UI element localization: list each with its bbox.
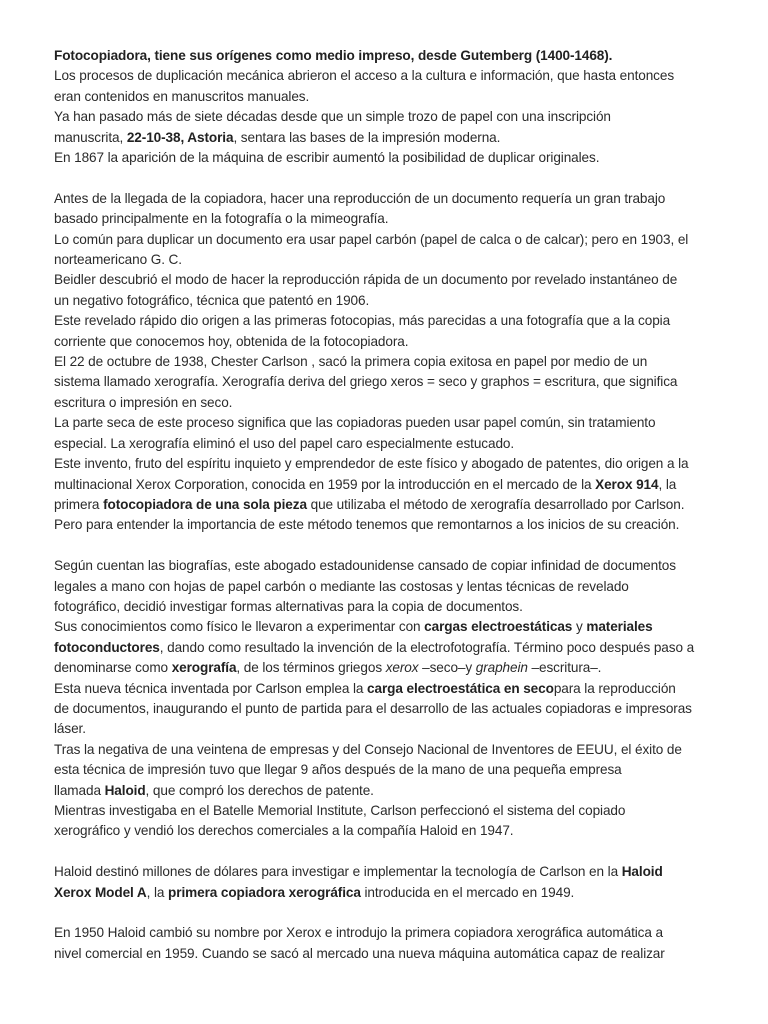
bold-xerox-model-a: Xerox Model A [54,884,147,900]
text-line [54,658,716,678]
bold-electrostatic-charges: cargas electroestáticas [424,619,573,635]
text-line: un negativo fotográfico, técnica que patentó en 1906. [54,292,370,308]
text-line: Ya han pasado más de siete décadas desde que un simple trozo de papel con una inscripción [54,109,611,125]
text-line [54,128,716,148]
text-line [54,679,716,699]
text-segment: Sus conocimientos como físico le llevaron a experimentar con [54,619,425,635]
text-line [54,475,716,495]
text-line: En 1950 Haloid cambió su nombre por Xerox e introdujo la primera copiadora xerográfica automática a [54,925,663,941]
text-line: Este invento, fruto del espíritu inquieto y emprendedor de este físico y abogado de patentes, dio origen a la [54,456,689,472]
text-line: Este revelado rápido dio origen a las primeras fotocopias, más parecidas a una fotografía que a la copia [54,313,671,329]
bold-first-xerographic-copier: primera copiadora xerográfica [168,884,361,900]
bold-single-piece-copier: fotocopiadora de una sola pieza [103,496,307,512]
text-segment: denominarse como [54,660,172,676]
text-line: nivel comercial en 1959. Cuando se sacó al mercado una nueva máquina automática capaz de realizar [54,945,665,961]
text-segment: , dando como resultado la invención de la electrofotografía. Término poco después paso a [159,639,695,655]
text-line: Antes de la llegada de la copiadora, hacer una reproducción de un documento requería un gran trabajo [54,190,666,206]
bold-photoconductors: fotoconductores [54,639,160,655]
text-line [54,781,716,801]
text-segment: –seco–y [418,660,476,676]
paragraph-history [54,189,716,536]
text-line: Tras la negativa de una veintena de empresas y del Consejo Nacional de Inventores de EEUU, el éxito de [54,741,682,757]
text-line [54,617,716,637]
paragraph-intro [54,46,716,168]
text-line [54,862,716,882]
text-segment: multinacional Xerox Corporation, conocida en 1959 por la introducción en el mercado de la [54,476,596,492]
text-segment: primera [54,496,104,512]
text-line: esta técnica de impresión tuvo que llegar 9 años después de la mano de una pequeña empresa [54,762,622,778]
text-segment: y [572,619,587,635]
paragraph-gap [54,903,716,923]
text-segment: que utilizaba el método de xerografía desarrollado por Carlson. [306,496,685,512]
text-line: sistema llamado xerografía. Xerografía deriva del griego xeros = seco y graphos = escritura, que significa [54,374,678,390]
text-line [54,883,716,903]
text-segment: , de los términos griegos [236,660,386,676]
paragraph-haloid [54,862,716,903]
text-line: Según cuentan las biografías, este abogado estadounidense cansado de copiar infinidad de documentos [54,558,676,574]
text-line: escritura o impresión en seco. [54,394,233,410]
text-segment: Esta nueva técnica inventada por Carlson emplea la [54,680,368,696]
bold-haloid: Haloid [104,782,146,798]
text-line: Lo común para duplicar un documento era usar papel carbón (papel de calca o de calcar); pero en 1903, el [54,231,689,247]
text-segment: –escritura–. [527,660,602,676]
text-line: eran contenidos en manuscritos manuales. [54,88,310,104]
text-segment: , la [146,884,169,900]
text-segment: , sentara las bases de la impresión moderna. [233,129,501,145]
text-line: basado principalmente en la fotografía o la mimeografía. [54,211,389,227]
text-line: El 22 de octubre de 1938, Chester Carlson , sacó la primera copia exitosa en papel por medio de un [54,354,648,370]
text-line: de documentos, inaugurando el punto de partida para el desarrollo de las actuales copiadoras e impresoras [54,700,692,716]
text-line: xerográfico y vendió los derechos comerciales a la compañía Haloid en 1947. [54,823,514,839]
text-line: La parte seca de este proceso significa que las copiadoras pueden usar papel común, sin tratamiento [54,415,656,431]
text-line: norteamericano G. C. [54,252,182,268]
text-line: Pero para entender la importancia de este método tenemos que remontarnos a los inicios de su creación. [54,517,680,533]
text-segment: , la [658,476,677,492]
text-line: legales a mano con hojas de papel carbón o mediante las costosas y lentas técnicas de revelado [54,578,629,594]
text-segment: llamada [54,782,105,798]
document-body [54,46,716,964]
text-line: corriente que conocemos hoy, obtenida de la fotocopiadora. [54,333,409,349]
bold-xerox-914: Xerox 914 [595,476,659,492]
italic-graphein: graphein [475,660,528,676]
paragraph-gap [54,842,716,862]
text-line [54,638,716,658]
bold-materials: materiales [586,619,653,635]
text-line: especial. La xerografía eliminó el uso del papel caro especialmente estucado. [54,435,515,451]
bold-xerography: xerografía [171,660,237,676]
text-segment: , que compró los derechos de patente. [145,782,374,798]
text-line: Beidler descubrió el modo de hacer la reproducción rápida de un documento por revelado instantáneo de [54,272,678,288]
intro-heading: Fotocopiadora, tiene sus orígenes como medio impreso, desde Gutemberg (1400-1468). [54,48,613,63]
text-line: Los procesos de duplicación mecánica abrieron el acceso a la cultura e información, que hasta entonces [54,68,675,84]
text-line: En 1867 la aparición de la máquina de escribir aumentó la posibilidad de duplicar originales. [54,150,600,166]
paragraph-gap [54,536,716,556]
paragraph-gap [54,168,716,188]
paragraph-xerox [54,923,716,964]
text-segment: para la reproducción [553,680,676,696]
text-segment: Haloid destinó millones de dólares para investigar e implementar la tecnología de Carlson en la [54,864,622,880]
italic-xerox: xerox [385,660,419,676]
text-segment: manuscrita, [54,129,127,145]
bold-date-astoria: 22-10-38, Astoria [126,129,234,145]
paragraph-carlson [54,556,716,842]
text-line: láser. [54,721,86,737]
bold-haloid: Haloid [621,864,663,880]
text-line: fotográfico, decidió investigar formas alternativas para la copia de documentos. [54,598,523,614]
text-segment: introducida en el mercado en 1949. [360,884,575,900]
text-line: Mientras investigaba en el Batelle Memorial Institute, Carlson perfeccionó el sistema del copiado [54,803,626,818]
bold-dry-electrostatic-charge: carga electroestática en seco [367,680,554,696]
text-line [54,495,716,515]
